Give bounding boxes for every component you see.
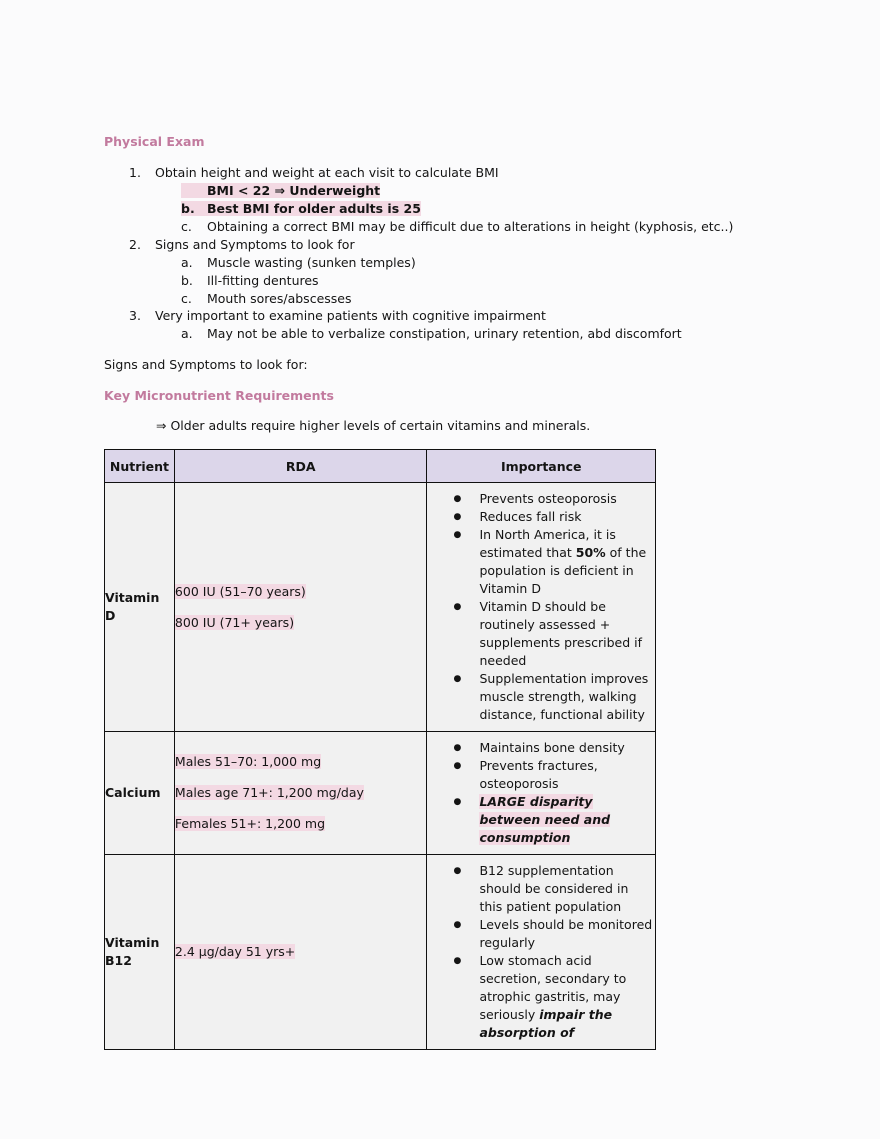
header-nutrient: Nutrient <box>105 450 175 483</box>
list-letter: b. <box>181 201 195 216</box>
importance-item: ● Reduces fall risk <box>479 508 653 526</box>
list-item: Signs and Symptoms to look for <box>155 237 355 252</box>
list-item: Very important to examine patients with cognitive impairment <box>155 308 546 323</box>
list-item: Obtain height and weight at each visit to calculate BMI <box>155 165 499 180</box>
list-letter: c. <box>181 219 192 234</box>
list-subitem-text: Best BMI for older adults is 25 <box>207 201 421 216</box>
list-subitem-highlighted <box>181 183 380 198</box>
rda-value: Males 51–70: 1,000 mg <box>174 754 322 769</box>
micronutrients-intro: ⇒ Older adults require higher levels of certain vitamins and minerals. <box>156 418 591 433</box>
importance-item: ● Supplementation improves muscle strength, walking distance, functional ability <box>479 670 653 724</box>
rda-value: 800 IU (71+ years) <box>174 614 295 630</box>
importance-item-highlighted <box>479 793 653 847</box>
importance-text: Low stomach acid secretion, secondary to atrophic gastritis, may seriously <box>479 953 627 1022</box>
rda-cell <box>174 483 427 732</box>
rda-value: 2.4 µg/day 51 yrs+ <box>174 944 296 959</box>
importance-emphasis: impair the absorption of <box>479 1007 613 1040</box>
list-subitem: May not be able to verbalize constipation, urinary retention, abd discomfort <box>207 326 682 341</box>
importance-cell <box>427 732 656 855</box>
table-row <box>105 855 656 1050</box>
importance-item: ● Prevents osteoporosis <box>479 490 653 508</box>
list-number: 3. <box>129 308 141 323</box>
importance-text: of the population is deficient in Vitamin D <box>479 545 647 596</box>
list-subitem: Mouth sores/abscesses <box>207 291 352 306</box>
list-letter: a. <box>181 255 193 270</box>
rda-value: Males age 71+: 1,200 mg/day <box>174 785 364 800</box>
importance-item <box>479 952 653 1042</box>
micronutrient-table <box>104 449 656 1050</box>
micronutrients-heading: Key Micronutrient Requirements <box>104 388 334 403</box>
list-letter: b. <box>181 273 193 288</box>
importance-text: In North America, it is estimated that <box>479 527 616 560</box>
importance-cell <box>427 855 656 1050</box>
list-letter: a. <box>181 326 193 341</box>
nutrient-cell: Vitamin D <box>105 483 175 732</box>
importance-emphasis: 50% <box>575 545 606 560</box>
rda-value: 600 IU (51–70 years) <box>174 583 306 599</box>
header-rda: RDA <box>174 450 427 483</box>
list-number: 1. <box>129 165 141 180</box>
list-number: 2. <box>129 237 141 252</box>
rda-cell <box>174 732 427 855</box>
importance-item: ● Vitamin D should be routinely assessed + supplements prescribed if needed <box>479 598 653 670</box>
physical-exam-heading: Physical Exam <box>104 134 205 149</box>
list-subitem: Muscle wasting (sunken temples) <box>207 255 416 270</box>
list-subitem-text: BMI < 22 ⇒ Underweight <box>207 183 381 198</box>
list-subitem-highlighted <box>181 201 421 216</box>
table-row <box>105 483 656 732</box>
rda-value: Females 51+: 1,200 mg <box>174 816 326 831</box>
importance-item <box>479 526 653 598</box>
signs-symptoms-line: Signs and Symptoms to look for: <box>104 357 308 372</box>
importance-item: ● B12 supplementation should be considered in this patient population <box>479 862 653 916</box>
importance-item: ● Levels should be monitored regularly <box>479 916 653 952</box>
table-header-row <box>105 450 656 483</box>
nutrient-cell: Calcium <box>105 732 175 855</box>
list-subitem: Ill-fitting dentures <box>207 273 319 288</box>
importance-cell <box>427 483 656 732</box>
importance-text: LARGE disparity between need and consumption <box>479 794 611 845</box>
rda-cell <box>174 855 427 1050</box>
importance-item: ● Prevents fractures, osteoporosis <box>479 757 653 793</box>
importance-item: ● Maintains bone density <box>479 739 653 757</box>
list-letter: c. <box>181 291 192 306</box>
list-subitem: Obtaining a correct BMI may be difficult due to alterations in height (kyphosis, etc..) <box>207 219 734 234</box>
nutrient-cell: Vitamin B12 <box>105 855 175 1050</box>
table-row <box>105 732 656 855</box>
header-importance: Importance <box>427 450 656 483</box>
